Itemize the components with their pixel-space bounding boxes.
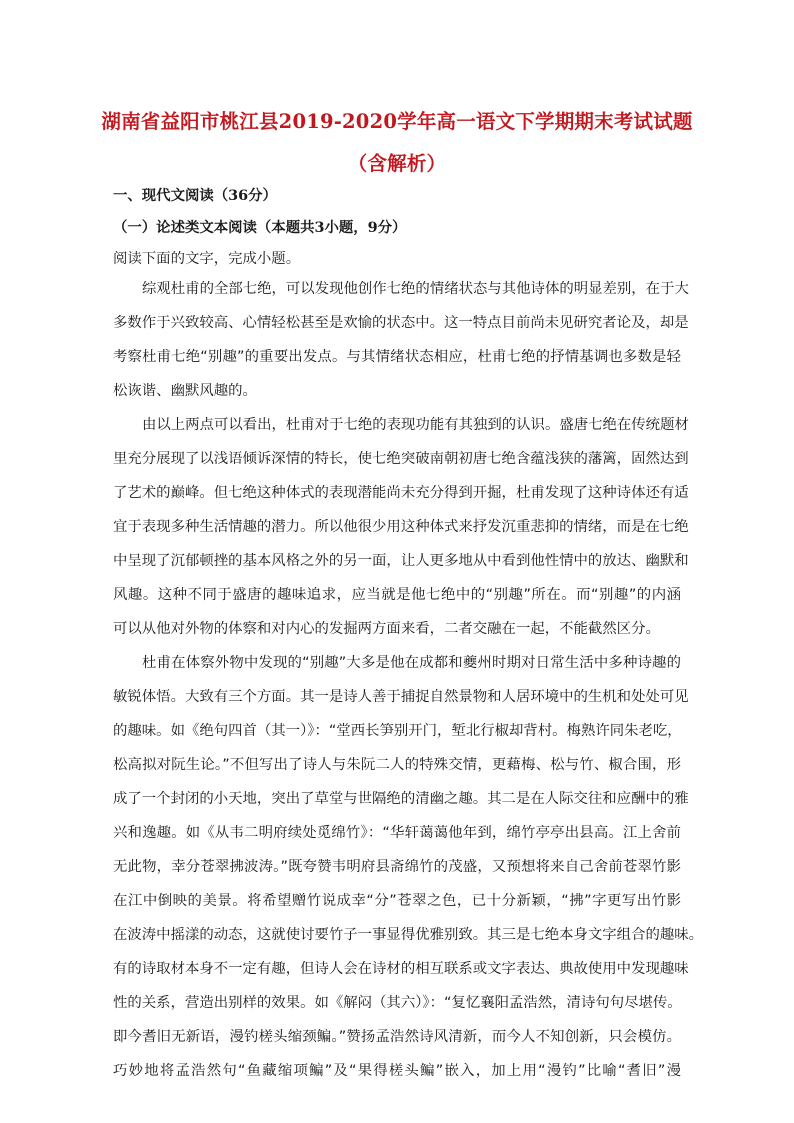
paragraph-line: 性的关系，营造出别样的效果。如《解闷（其六）》：“复忆襄阳孟浩然，清诗句句尽堪传。 (113, 995, 682, 1011)
paragraph-line: 风趣。这种不同于盛唐的趣味追求，应当就是他七绝中的“别趣”所在。而“别趣”的内涵 (113, 587, 681, 603)
paragraph-line: 即今耆旧无新语，漫钓槎头缩颈鳊。”赞扬孟浩然诗风清新，而今人不知创新，只会模仿。 (113, 1029, 681, 1045)
paragraph-line: 成了一个封闭的小天地，突出了草堂与世隔绝的清幽之趣。其二是在人际交往和应酬中的雅 (113, 791, 689, 807)
paragraph-line: 中呈现了沉郁顿挫的基本风格之外的另一面，让人更多地从中看到他性情中的放达、幽默和 (113, 553, 689, 569)
document-subtitle: （含解析） (347, 152, 447, 175)
paragraph-line: 巧妙地将孟浩然句“鱼藏缩项鳊”及“果得槎头鳊”嵌入，加上用“漫钓”比喻“耆旧”漫 (113, 1063, 681, 1079)
paragraph-line: 有的诗取材本身不一定有趣，但诗人会在诗材的相互联系或文字表达、典故使用中发现趣味 (113, 961, 689, 977)
subsection-heading: （一）论述类文本阅读（本题共3小题，9分） (113, 219, 407, 236)
paragraph-line: 考察杜甫七绝“别趣”的重要出发点。与其情绪状态相应，杜甫七绝的抒情基调也多数是轻 (113, 349, 681, 365)
paragraph-line: 多数作于兴致较高、心情轻松甚至是欢愉的状态中。这一特点目前尚未见研究者论及，却是 (113, 315, 689, 331)
paragraph-line: 在波涛中摇漾的动态，这就使讨要竹子一事显得优雅别致。其三是七绝本身文字组合的趣味。 (113, 927, 704, 943)
paragraph-line: 的趣味。如《绝句四首（其一）》：“堂西长笋别开门，堑北行椒却背村。梅熟许同朱老吃， (113, 723, 682, 739)
paragraph-line: 可以从他对外物的体察和对内心的发掘两方面来看，二者交融在一起，不能截然区分。 (113, 621, 660, 637)
paragraph-line: 松高拟对阮生论。”不但写出了诗人与朱阮二人的特殊交情，更藉梅、松与竹、椒合围，形 (113, 757, 681, 773)
document-title: 湖南省益阳市桃江县2019-2020学年高一语文下学期期末考试试题 (101, 110, 693, 133)
paragraph-line: 了艺术的巅峰。但七绝这种体式的表现潜能尚未充分得到开掘，杜甫发现了这种诗体还有适 (113, 485, 689, 501)
paragraph-line: 由以上两点可以看出，杜甫对于七绝的表现功能有其独到的认识。盛唐七绝在传统题材 (142, 417, 689, 433)
section-heading: 一、现代文阅读（36分） (113, 187, 277, 204)
paragraph-line: 宜于表现多种生活情趣的潜力。所以他很少用这种体式来抒发沉重悲抑的情绪，而是在七绝 (113, 519, 689, 535)
paragraph-line: 里充分展现了以浅语倾诉深情的特长，使七绝突破南朝初唐七绝含蕴浅狭的藩篱，固然达到 (113, 451, 689, 467)
paragraph-line: 兴和逸趣。如《从韦二明府续处觅绵竹》：“华轩蔼蔼他年到，绵竹亭亭出县高。江上舍前 (113, 825, 681, 841)
paragraph-line: 松诙谐、幽默风趣的。 (113, 383, 257, 399)
paragraph-line: 无此物，幸分苍翠拂波涛。”既夸赞韦明府县斋绵竹的茂盛，又预想将来自己舍前苍翠竹影 (113, 859, 681, 875)
paragraph-line: 综观杜甫的全部七绝，可以发现他创作七绝的情绪状态与其他诗体的明显差别，在于大 (142, 281, 689, 297)
paragraph-line: 杜甫在体察外物中发现的“别趣”大多是他在成都和夔州时期对日常生活中多种诗趣的 (142, 655, 681, 671)
paragraph-line: 在江中倒映的美景。将希望赠竹说成幸“分”苍翠之色，已十分新颖，“拂”字更写出竹影 (113, 893, 681, 909)
instruction-text: 阅读下面的文字，完成小题。 (113, 251, 301, 267)
paragraph-line: 敏锐体悟。大致有三个方面。其一是诗人善于捕捉自然景物和人居环境中的生机和处处可见 (113, 689, 689, 705)
